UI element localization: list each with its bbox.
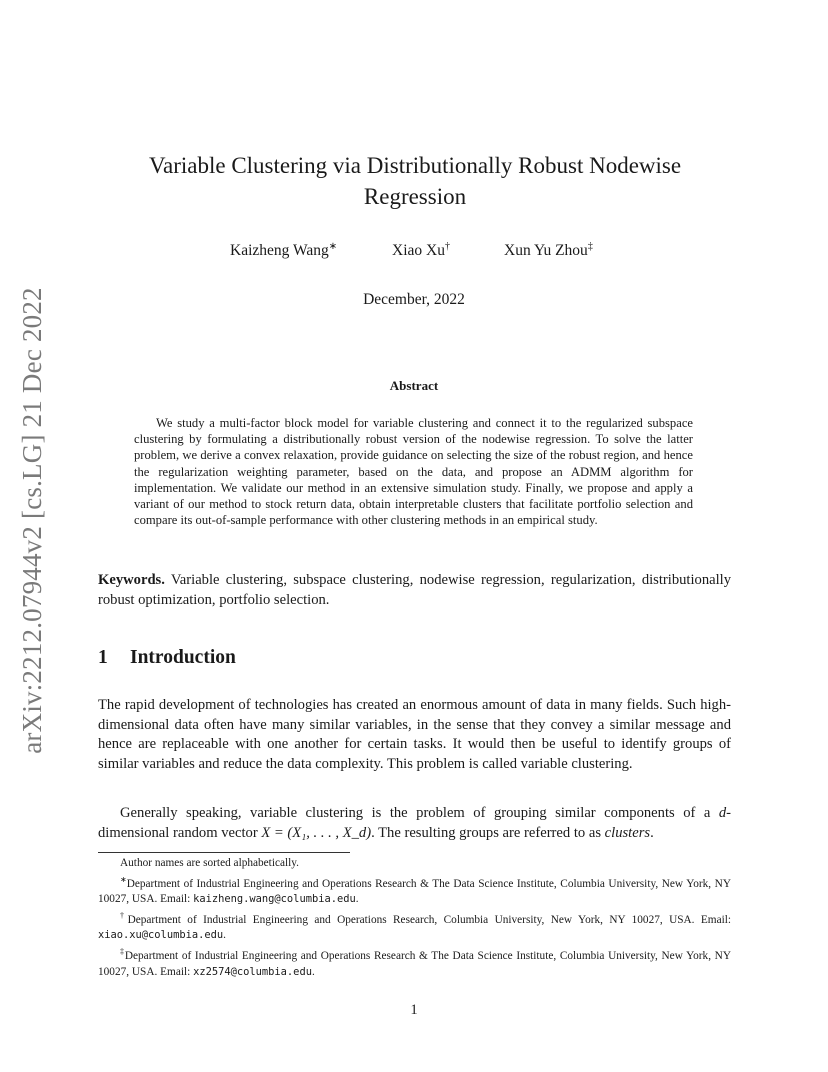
author-list — [0, 241, 828, 265]
footnote-0: Author names are sorted alphabetically. — [120, 857, 300, 869]
keywords — [98, 571, 731, 610]
footnote-3-email[interactable]: xz2574@columbia.edu — [193, 965, 312, 978]
author-1-name: Kaizheng Wang — [230, 242, 329, 260]
author-3-name: Xun Yu Zhou — [504, 242, 588, 260]
footnote-rule — [98, 852, 350, 853]
footnote-1 — [98, 872, 731, 908]
paper-date: December, 2022 — [363, 291, 465, 308]
footnote-2 — [98, 908, 731, 944]
author-1-mark: ∗ — [328, 241, 338, 252]
section-number: 1 — [98, 647, 108, 668]
paper-title: Variable Clustering via Distributionally Robust Nodewise Regression — [148, 153, 682, 209]
page-number: 1 — [410, 1002, 418, 1018]
p2-text-c: . The resulting groups are referred to as — [371, 824, 605, 841]
p2-end: . — [650, 824, 654, 841]
author-2-name: Xiao Xu — [392, 242, 445, 260]
arxiv-stamp — [6, 280, 58, 760]
abstract-heading: Abstract — [389, 378, 439, 393]
footnote-2-mark: † — [120, 910, 128, 920]
intro-paragraph-1: The rapid development of technologies has created an enormous amount of data in many fields. Such high-dimensional data often have many similar variables, in the sense that they convey a similar message and hence are replaceable with one another for certain tasks. It would then be useful to identify groups of similar variables and reduce the data complexity. This problem is called variable clustering. — [98, 697, 731, 772]
intro-paragraph-2 — [98, 804, 731, 843]
footnote-1-email[interactable]: kaizheng.wang@columbia.edu — [193, 893, 356, 906]
footnote-2-email[interactable]: xiao.xu@columbia.edu — [98, 929, 224, 942]
footnote-2-period: . — [223, 929, 226, 942]
p2-math: X = (X₁, . . . , X_d) — [261, 824, 372, 841]
author-3 — [504, 241, 593, 260]
author-2 — [392, 241, 450, 260]
author-1 — [230, 241, 337, 260]
footnote-1-text: Department of Industrial Engineering and Operations Research & The Data Science Institute, Columbia University, New York, NY 10027, USA. Email: — [98, 877, 731, 906]
author-2-mark: † — [444, 241, 450, 252]
footnote-1-period: . — [355, 893, 359, 906]
footnote-3-text: Department of Industrial Engineering and Operations Research & The Data Science Institute, Columbia University, New York, NY 10027, USA. Email: — [98, 949, 732, 978]
keywords-label: Keywords. — [98, 572, 165, 588]
footnote-3-mark: ‡ — [120, 947, 125, 957]
p2-text-a: Generally speaking, variable clustering is the problem of grouping similar components of a — [120, 805, 719, 821]
footnote-2-text: Department of Industrial Engineering and Operations Research, Columbia University, New York, NY 10027, USA. Email: — [127, 913, 732, 926]
footnote-3-period: . — [311, 965, 315, 978]
keywords-text: Variable clustering, subspace clustering, nodewise regression, regularization, distributionally robust optimization, portfolio selection. — [98, 572, 731, 608]
footnote-1-mark: ∗ — [120, 874, 127, 884]
abstract-body: We study a multi-factor block model for variable clustering and connect it to the regularized subspace clustering by formulating a distributionally robust version of the nodewise regression. To solve the latter problem, we derive a convex relaxation, provide guidance on selecting the size of the robust region, and hence the regularization weighting parameter, based on the data, and propose an ADMM algorithm for implementation. We validate our method in an extensive simulation study. Finally, we propose and apply a variant of our method to stock return data, obtain interpretable clusters that facilitate portfolio selection and compare its out-of-sample performance with other clustering methods in an empirical study. — [134, 416, 693, 528]
author-3-mark: ‡ — [587, 241, 593, 252]
footnotes — [98, 856, 731, 980]
arxiv-stamp-text: arXiv:2212.07944v2 [cs.LG] 21 Dec 2022 — [16, 286, 47, 754]
p2-text-b: -dimensional random vector — [98, 805, 731, 841]
section-title: Introduction — [130, 647, 236, 668]
p2-d: d — [718, 805, 727, 821]
footnote-3 — [98, 944, 731, 980]
p2-clusters: clusters — [604, 824, 651, 841]
section-heading — [98, 647, 236, 669]
